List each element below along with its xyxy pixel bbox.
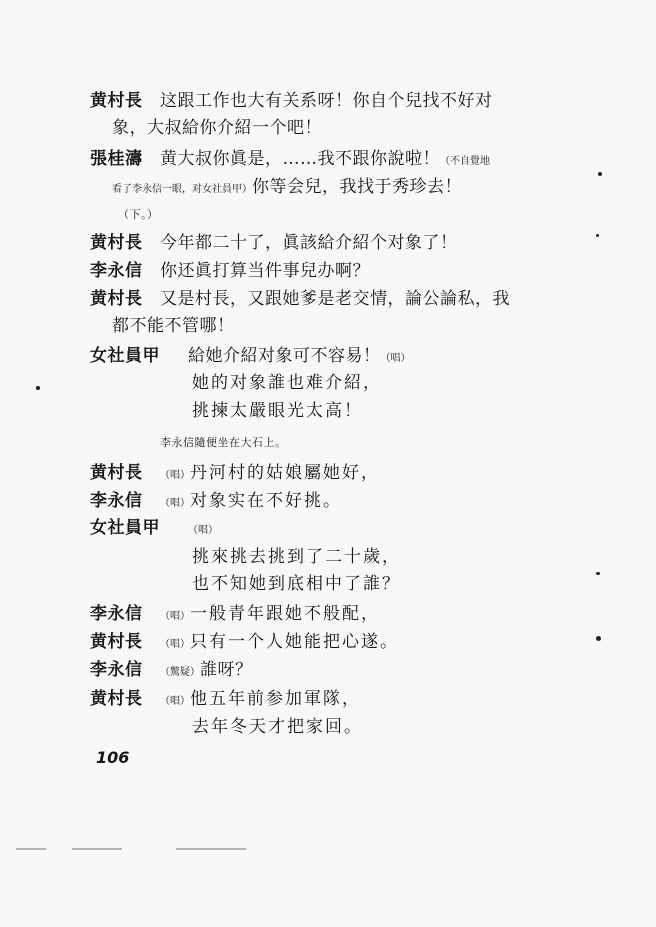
stage-direction: （唱） <box>160 639 190 650</box>
script-line <box>90 345 411 370</box>
scan-smudge <box>72 848 122 850</box>
speaker-name: 李永信 <box>90 261 143 281</box>
verse-text: 他五年前参加軍隊， <box>190 689 361 709</box>
dialogue-text: 这跟工作也大有关系呀！你自个兒找不好对 <box>160 91 493 111</box>
scan-speck <box>598 172 602 176</box>
dialogue-text: 今年都二十了，眞該給介紹个对象了！ <box>160 233 458 253</box>
script-line <box>90 490 342 515</box>
dialogue-text: 象，大叔給你介紹一个吧！ <box>112 118 322 138</box>
speaker-name: 李永信 <box>90 604 143 624</box>
scan-smudge <box>16 848 46 850</box>
verse-text: 她的对象誰也难介紹， <box>192 373 382 393</box>
stage-direction: （唱） <box>160 696 190 707</box>
scan-speck <box>596 234 599 237</box>
verse-text: 对象实在不好挑。 <box>190 491 342 511</box>
speaker-name: 黄村長 <box>90 289 143 309</box>
script-line <box>90 462 380 487</box>
stage-direction: （唱） <box>160 498 190 509</box>
page-number: 106 <box>96 748 130 767</box>
scan-smudge <box>176 848 246 850</box>
script-line <box>90 90 493 112</box>
script-line <box>118 204 159 226</box>
speaker-name: 女社員甲 <box>90 346 160 366</box>
dialogue-text: 都不能不管哪！ <box>112 316 235 336</box>
dialogue-text: 誰呀？ <box>200 660 253 680</box>
script-line <box>90 688 361 713</box>
speaker-name: 黄村長 <box>90 463 143 483</box>
stage-direction: （唱） <box>160 611 190 622</box>
speaker-name: 李永信 <box>90 660 143 680</box>
script-line <box>160 432 287 454</box>
script-line <box>192 716 363 738</box>
scan-speck <box>36 386 40 390</box>
script-line <box>192 546 401 568</box>
scan-speck <box>596 636 601 641</box>
stage-direction: 看了李永信一眼，对女社員甲） <box>112 184 252 195</box>
dialogue-text: 黄大叔你眞是，……我不跟你說啦！ <box>160 149 440 169</box>
speaker-name: 黄村長 <box>90 689 143 709</box>
script-line <box>90 517 218 542</box>
verse-text: 丹河村的姑娘屬她好， <box>190 463 380 483</box>
stage-direction: （不自覺地 <box>440 156 490 167</box>
stage-direction: 李永信隨便坐在大石上。 <box>160 436 287 449</box>
speaker-name: 黄村長 <box>90 233 143 253</box>
script-line <box>90 288 510 310</box>
verse-text: 一般青年跟她不般配， <box>190 604 380 624</box>
script-line <box>90 659 253 684</box>
verse-text: 也不知她到底相中了誰？ <box>192 574 401 594</box>
dialogue-text: 你还眞打算当件事兒办啊？ <box>160 261 370 281</box>
stage-direction: （唱） <box>380 353 411 364</box>
speaker-name: 女社員甲 <box>90 518 160 538</box>
script-line <box>192 372 382 394</box>
script-line <box>192 400 363 422</box>
stage-direction: （驚疑） <box>160 667 200 678</box>
verse-text: 挑來挑去挑到了二十歲， <box>192 547 401 567</box>
script-line <box>90 631 399 656</box>
script-line <box>112 176 462 201</box>
speaker-name: 黄村長 <box>90 91 143 111</box>
script-line <box>192 573 401 595</box>
script-line <box>90 260 370 282</box>
script-line <box>90 232 458 254</box>
stage-direction: （唱） <box>188 525 218 536</box>
speaker-name: 張桂濤 <box>90 149 143 169</box>
speaker-name: 李永信 <box>90 491 143 511</box>
speaker-name: 黄村長 <box>90 632 143 652</box>
verse-text: 只有一个人她能把心遂。 <box>190 632 399 652</box>
verse-text: 去年冬天才把家回。 <box>192 717 363 737</box>
dialogue-text: 給她介紹对象可不容易！ <box>188 346 381 366</box>
script-line <box>112 315 235 337</box>
script-line <box>112 117 322 139</box>
stage-direction: （唱） <box>160 470 190 481</box>
stage-direction: （下。） <box>118 208 159 221</box>
dialogue-text: 又是村長，又跟她爹是老交情，論公論私，我 <box>160 289 510 309</box>
script-line <box>90 148 490 173</box>
scan-speck <box>596 572 600 575</box>
dialogue-text: 你等会兒，我找于秀珍去！ <box>252 177 462 197</box>
script-line <box>90 603 380 628</box>
verse-text: 挑揀太嚴眼光太高！ <box>192 401 363 421</box>
